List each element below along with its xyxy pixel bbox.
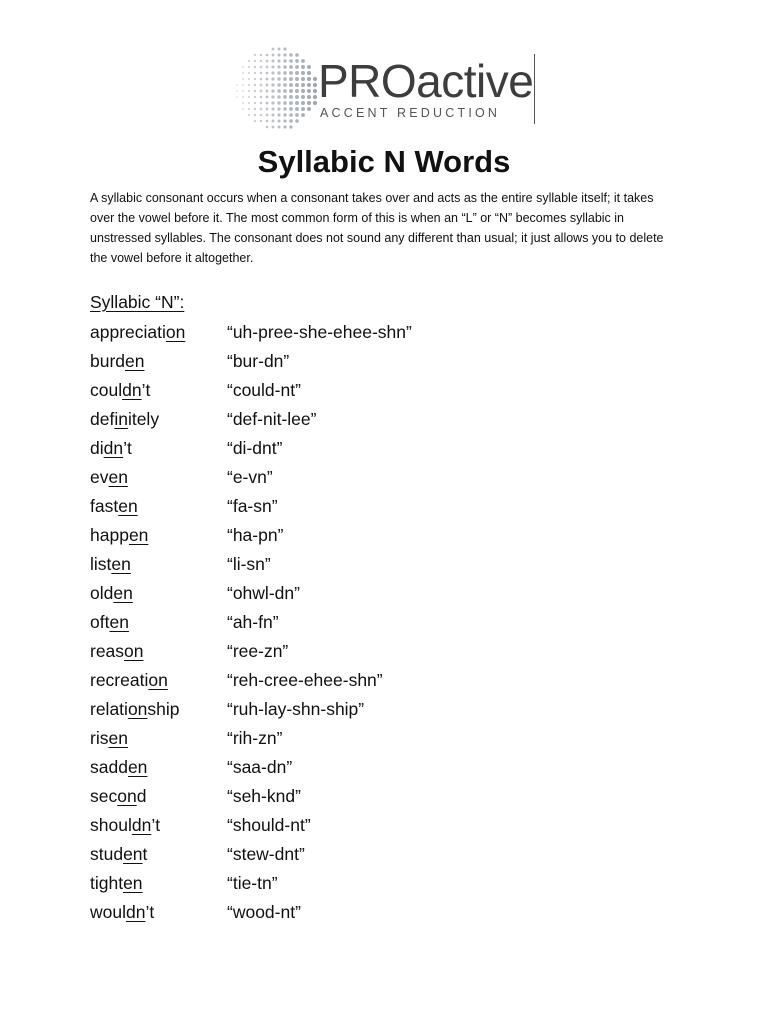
word-row bbox=[90, 753, 690, 782]
logo-dot bbox=[254, 108, 256, 110]
logo-dot bbox=[289, 119, 293, 123]
pronunciation-text: “tie-tn” bbox=[227, 873, 278, 893]
logo-dot bbox=[260, 54, 262, 56]
pronunciation-text: “ohwl-dn” bbox=[227, 583, 300, 603]
logo-dot bbox=[289, 71, 293, 75]
word-text bbox=[90, 898, 154, 927]
logo-dot bbox=[248, 60, 250, 62]
logo-dot bbox=[242, 108, 244, 110]
word-text bbox=[90, 811, 160, 840]
pronunciation-text: “seh-knd” bbox=[227, 786, 301, 806]
word-prefix: coul bbox=[90, 380, 123, 400]
logo-dot bbox=[271, 77, 274, 80]
logo-dot bbox=[295, 95, 299, 99]
logo-dot bbox=[289, 53, 292, 56]
logo-dot bbox=[283, 65, 287, 69]
word-row bbox=[90, 347, 690, 376]
word-row bbox=[90, 405, 690, 434]
logo-dot bbox=[283, 107, 287, 111]
pronunciation-text: “reh-cree-ehee-shn” bbox=[227, 670, 383, 690]
word-row bbox=[90, 376, 690, 405]
word-row bbox=[90, 579, 690, 608]
logo-dot bbox=[266, 102, 269, 105]
syllabic-n-underline: en bbox=[127, 757, 148, 777]
logo-dot bbox=[283, 53, 286, 56]
logo-dot bbox=[301, 101, 305, 105]
pronunciation-text: “ah-fn” bbox=[227, 612, 279, 632]
logo-dot bbox=[266, 114, 269, 117]
logo-dot bbox=[301, 59, 305, 63]
logo-dot bbox=[260, 120, 262, 122]
word-row bbox=[90, 782, 690, 811]
logo-dot bbox=[277, 83, 281, 87]
logo-dot bbox=[242, 78, 244, 80]
word-suffix: itely bbox=[127, 409, 160, 429]
word-text bbox=[90, 666, 168, 695]
logo-dot bbox=[277, 77, 281, 81]
word-text bbox=[90, 434, 132, 463]
logo-dot bbox=[301, 83, 305, 87]
logo-dot bbox=[295, 71, 299, 75]
logo-dot bbox=[277, 107, 280, 110]
word-suffix: t bbox=[142, 844, 148, 864]
intro-line: over the vowel before it. The most common form of this is when an “L” or “N” becomes syllabic in bbox=[90, 211, 625, 225]
logo-dot bbox=[271, 107, 274, 110]
syllabic-n-underline: on bbox=[124, 641, 144, 661]
logo-dot bbox=[295, 65, 299, 69]
logo-dot bbox=[254, 84, 256, 86]
logo-dot bbox=[248, 114, 250, 116]
logo-dot bbox=[283, 47, 286, 50]
word-prefix: stud bbox=[90, 844, 124, 864]
logo-dot bbox=[248, 96, 250, 98]
logo-dot bbox=[307, 71, 311, 75]
word-prefix: burd bbox=[90, 351, 126, 371]
syllabic-n-underline: dn bbox=[103, 438, 124, 458]
logo-dot bbox=[260, 96, 263, 99]
logo-dot bbox=[236, 84, 238, 86]
logo-brand-text: PROactive bbox=[318, 55, 534, 107]
logo-dot bbox=[307, 65, 311, 69]
word-prefix: old bbox=[90, 583, 114, 603]
pronunciation-text: “wood-nt” bbox=[227, 902, 301, 922]
logo-dot bbox=[277, 53, 280, 56]
word-prefix: reas bbox=[90, 641, 125, 661]
logo-dot bbox=[283, 77, 287, 81]
logo-wordmark bbox=[316, 54, 535, 124]
logo-dot bbox=[307, 101, 311, 105]
word-row bbox=[90, 608, 690, 637]
word-suffix: ship bbox=[147, 699, 180, 719]
logo-dot bbox=[254, 96, 256, 98]
logo-dot bbox=[254, 90, 256, 92]
word-text bbox=[90, 492, 138, 521]
logo-dot bbox=[301, 77, 305, 81]
logo-dot bbox=[289, 77, 293, 81]
pronunciation-text: “stew-dnt” bbox=[227, 844, 305, 864]
logo-tagline: ACCENT REDUCTION bbox=[320, 106, 501, 120]
logo-dot bbox=[272, 114, 275, 117]
word-text bbox=[90, 695, 180, 724]
logo-dot bbox=[283, 119, 286, 122]
logo-dot bbox=[266, 78, 269, 81]
logo-dot bbox=[266, 66, 269, 69]
logo-dot bbox=[289, 59, 293, 63]
word-text bbox=[90, 376, 150, 405]
logo-dot bbox=[266, 90, 269, 93]
word-prefix: ris bbox=[90, 728, 109, 748]
logo-dot bbox=[248, 78, 250, 80]
logo-dot bbox=[289, 113, 293, 117]
logo-dot bbox=[260, 72, 263, 75]
word-suffix: ’t bbox=[151, 815, 161, 835]
logo-dot bbox=[295, 83, 299, 87]
logo-dot bbox=[236, 90, 238, 92]
word-prefix: appreciati bbox=[90, 322, 166, 342]
logo-dot bbox=[242, 84, 244, 86]
logo-dot bbox=[248, 72, 250, 74]
word-prefix: happ bbox=[90, 525, 129, 545]
logo-dot bbox=[301, 95, 305, 99]
logo-dot bbox=[277, 89, 281, 93]
pronunciation-text: “should-nt” bbox=[227, 815, 311, 835]
logo-dot bbox=[254, 66, 256, 68]
logo-dot bbox=[248, 66, 250, 68]
logo-dot bbox=[242, 66, 244, 68]
word-row bbox=[90, 724, 690, 753]
logo-dot bbox=[254, 120, 256, 122]
word-list bbox=[90, 318, 690, 927]
word-text bbox=[90, 724, 128, 753]
word-text bbox=[90, 753, 147, 782]
logo-dot bbox=[266, 126, 269, 129]
logo-dot bbox=[283, 113, 286, 116]
logo-dot bbox=[260, 78, 263, 81]
word-text bbox=[90, 405, 159, 434]
logo-dot bbox=[248, 84, 250, 86]
word-text bbox=[90, 318, 185, 347]
logo-dot bbox=[283, 125, 286, 128]
logo-dot bbox=[289, 83, 293, 87]
logo-dot bbox=[307, 89, 311, 93]
word-row bbox=[90, 695, 690, 724]
logo-dot bbox=[277, 59, 280, 62]
logo-dot bbox=[289, 107, 293, 111]
syllabic-n-underline: en bbox=[113, 583, 133, 603]
logo-dot bbox=[277, 101, 280, 104]
logo-dot bbox=[254, 102, 256, 104]
syllabic-n-underline: en bbox=[123, 844, 143, 864]
dot-globe-icon bbox=[234, 46, 320, 132]
word-row bbox=[90, 318, 690, 347]
section-heading: Syllabic “N”: bbox=[90, 292, 185, 312]
logo-dot bbox=[283, 83, 287, 87]
syllabic-n-underline: en bbox=[111, 554, 131, 574]
logo-dot bbox=[271, 83, 274, 86]
logo-dot bbox=[283, 89, 287, 93]
logo-dot bbox=[307, 83, 311, 87]
logo-dot bbox=[254, 114, 256, 116]
logo-dot bbox=[307, 107, 311, 111]
logo-dot bbox=[266, 96, 269, 99]
logo-dot bbox=[283, 101, 287, 105]
logo-dot bbox=[254, 54, 256, 56]
logo-dot bbox=[271, 65, 274, 68]
logo-dot bbox=[272, 48, 275, 51]
word-suffix: ’t bbox=[145, 902, 155, 922]
pronunciation-text: “ree-zn” bbox=[227, 641, 289, 661]
word-prefix: recreati bbox=[90, 670, 149, 690]
pronunciation-text: “uh-pree-she-ehee-shn” bbox=[227, 322, 412, 342]
syllabic-n-underline: en bbox=[108, 728, 128, 748]
syllabic-n-underline: dn bbox=[126, 902, 146, 922]
logo-dot bbox=[295, 59, 299, 63]
word-prefix: def bbox=[90, 409, 115, 429]
word-prefix: sec bbox=[90, 786, 118, 806]
syllabic-n-underline: en bbox=[109, 612, 129, 632]
word-row bbox=[90, 550, 690, 579]
logo-dot bbox=[277, 71, 280, 74]
word-text bbox=[90, 579, 133, 608]
logo-dot bbox=[271, 89, 274, 92]
logo-dot bbox=[266, 72, 269, 75]
pronunciation-text: “ha-pn” bbox=[227, 525, 284, 545]
logo-dot bbox=[271, 95, 274, 98]
logo-dot bbox=[307, 77, 311, 81]
syllabic-n-underline: en bbox=[125, 351, 145, 371]
syllabic-n-underline: dn bbox=[122, 380, 142, 400]
logo-dot bbox=[307, 95, 311, 99]
logo-dot bbox=[295, 113, 299, 117]
logo-dot bbox=[277, 113, 280, 116]
logo-dot bbox=[301, 71, 305, 75]
logo-dot bbox=[289, 95, 293, 99]
logo-dot bbox=[266, 120, 269, 123]
logo-dot bbox=[289, 101, 293, 105]
logo-dot bbox=[260, 114, 262, 116]
logo-dot bbox=[254, 60, 256, 62]
pronunciation-text: “fa-sn” bbox=[227, 496, 278, 516]
word-text bbox=[90, 347, 145, 376]
logo-dot bbox=[283, 95, 287, 99]
word-text bbox=[90, 521, 148, 550]
word-row bbox=[90, 521, 690, 550]
pronunciation-text: “e-vn” bbox=[227, 467, 273, 487]
logo-dot bbox=[289, 89, 293, 93]
logo-dot bbox=[295, 89, 299, 93]
word-prefix: fast bbox=[90, 496, 119, 516]
word-row bbox=[90, 434, 690, 463]
logo-dot bbox=[260, 102, 263, 105]
logo-dot bbox=[277, 125, 280, 128]
logo-dot bbox=[248, 90, 250, 92]
pronunciation-text: “bur-dn” bbox=[227, 351, 290, 371]
logo-dot bbox=[260, 108, 263, 111]
pronunciation-text: “def-nit-lee” bbox=[227, 409, 317, 429]
logo-dot bbox=[266, 84, 269, 87]
proactive-logo bbox=[234, 46, 534, 132]
intro-line: unstressed syllables. The consonant does not sound any different than usual; it just allows you to delete bbox=[90, 231, 664, 245]
word-row bbox=[90, 492, 690, 521]
word-prefix: list bbox=[90, 554, 112, 574]
logo-dot bbox=[278, 48, 281, 51]
word-prefix: shoul bbox=[90, 815, 132, 835]
pronunciation-text: “li-sn” bbox=[227, 554, 271, 574]
logo-dot bbox=[242, 72, 244, 74]
logo-dot bbox=[283, 71, 287, 75]
logo-dot bbox=[248, 102, 250, 104]
logo-dot bbox=[272, 54, 275, 57]
logo-dot bbox=[254, 78, 256, 80]
word-prefix: sadd bbox=[90, 757, 128, 777]
logo-dot bbox=[266, 108, 269, 111]
logo-dot bbox=[295, 107, 299, 111]
word-row bbox=[90, 840, 690, 869]
syllabic-n-underline: en bbox=[123, 873, 143, 893]
syllabic-n-underline: on bbox=[148, 670, 168, 690]
word-suffix: d bbox=[136, 786, 147, 806]
word-row bbox=[90, 869, 690, 898]
syllabic-n-underline: on bbox=[165, 322, 186, 342]
syllabic-n-underline: dn bbox=[131, 815, 152, 835]
intro-line: A syllabic consonant occurs when a consonant takes over and acts as the entire syllable itself; it takes bbox=[90, 191, 654, 205]
word-text bbox=[90, 608, 129, 637]
logo-dot bbox=[295, 101, 299, 105]
word-text bbox=[90, 463, 128, 492]
syllabic-n-underline: on bbox=[117, 786, 137, 806]
logo-dot bbox=[272, 126, 275, 129]
logo-dot bbox=[295, 119, 299, 123]
word-prefix: ev bbox=[90, 467, 109, 487]
word-prefix: di bbox=[90, 438, 104, 458]
word-suffix: ’t bbox=[141, 380, 151, 400]
logo-dot bbox=[289, 65, 293, 69]
syllabic-n-underline: en bbox=[118, 496, 138, 516]
word-row bbox=[90, 463, 690, 492]
logo-dot bbox=[272, 120, 275, 123]
logo-dot bbox=[301, 107, 305, 111]
logo-dot bbox=[277, 65, 280, 68]
logo-dot bbox=[248, 108, 250, 110]
word-prefix: relati bbox=[90, 699, 128, 719]
logo-dot bbox=[260, 60, 262, 62]
logo-dot bbox=[260, 84, 263, 87]
pronunciation-text: “could-nt” bbox=[227, 380, 301, 400]
logo-dot bbox=[254, 72, 256, 74]
word-suffix: ’t bbox=[123, 438, 132, 458]
syllabic-n-underline: en bbox=[128, 525, 149, 545]
page-title: Syllabic N Words bbox=[257, 144, 511, 179]
logo-dot bbox=[271, 71, 274, 74]
syllabic-n-underline: en bbox=[108, 467, 128, 487]
word-text bbox=[90, 637, 144, 666]
word-prefix: tight bbox=[90, 873, 124, 893]
syllabic-n-underline: on bbox=[127, 699, 148, 719]
word-prefix: oft bbox=[90, 612, 110, 632]
pronunciation-text: “rih-zn” bbox=[227, 728, 283, 748]
intro-paragraph bbox=[90, 188, 690, 268]
logo-dot bbox=[301, 113, 305, 117]
word-text bbox=[90, 782, 146, 811]
pronunciation-text: “ruh-lay-shn-ship” bbox=[227, 699, 365, 719]
word-prefix: woul bbox=[90, 902, 126, 922]
intro-line: the vowel before it altogether. bbox=[90, 251, 254, 265]
logo-dot bbox=[271, 101, 274, 104]
logo-dot bbox=[242, 102, 244, 104]
pronunciation-text: “di-dnt” bbox=[227, 438, 283, 458]
logo-dot bbox=[266, 60, 269, 63]
word-row bbox=[90, 898, 690, 927]
logo-dot bbox=[277, 119, 280, 122]
logo-dot bbox=[295, 53, 299, 57]
word-row bbox=[90, 637, 690, 666]
logo-dot bbox=[295, 77, 299, 81]
logo-dot bbox=[272, 60, 275, 63]
logo-dot bbox=[283, 59, 286, 62]
logo-dot bbox=[266, 54, 269, 57]
word-text bbox=[90, 869, 143, 898]
logo-dot bbox=[301, 65, 305, 69]
pronunciation-text: “saa-dn” bbox=[227, 757, 293, 777]
syllabic-n-underline: in bbox=[114, 409, 128, 429]
logo-dot bbox=[242, 96, 244, 98]
logo-dot bbox=[277, 95, 281, 99]
logo-dot bbox=[236, 96, 238, 98]
logo-dot bbox=[289, 125, 292, 128]
word-text bbox=[90, 840, 147, 869]
logo-dot bbox=[260, 90, 263, 93]
word-text bbox=[90, 550, 131, 579]
logo-dot bbox=[260, 66, 263, 69]
word-row bbox=[90, 811, 690, 840]
word-row bbox=[90, 666, 690, 695]
logo-dot bbox=[242, 90, 244, 92]
logo-dot bbox=[301, 89, 305, 93]
